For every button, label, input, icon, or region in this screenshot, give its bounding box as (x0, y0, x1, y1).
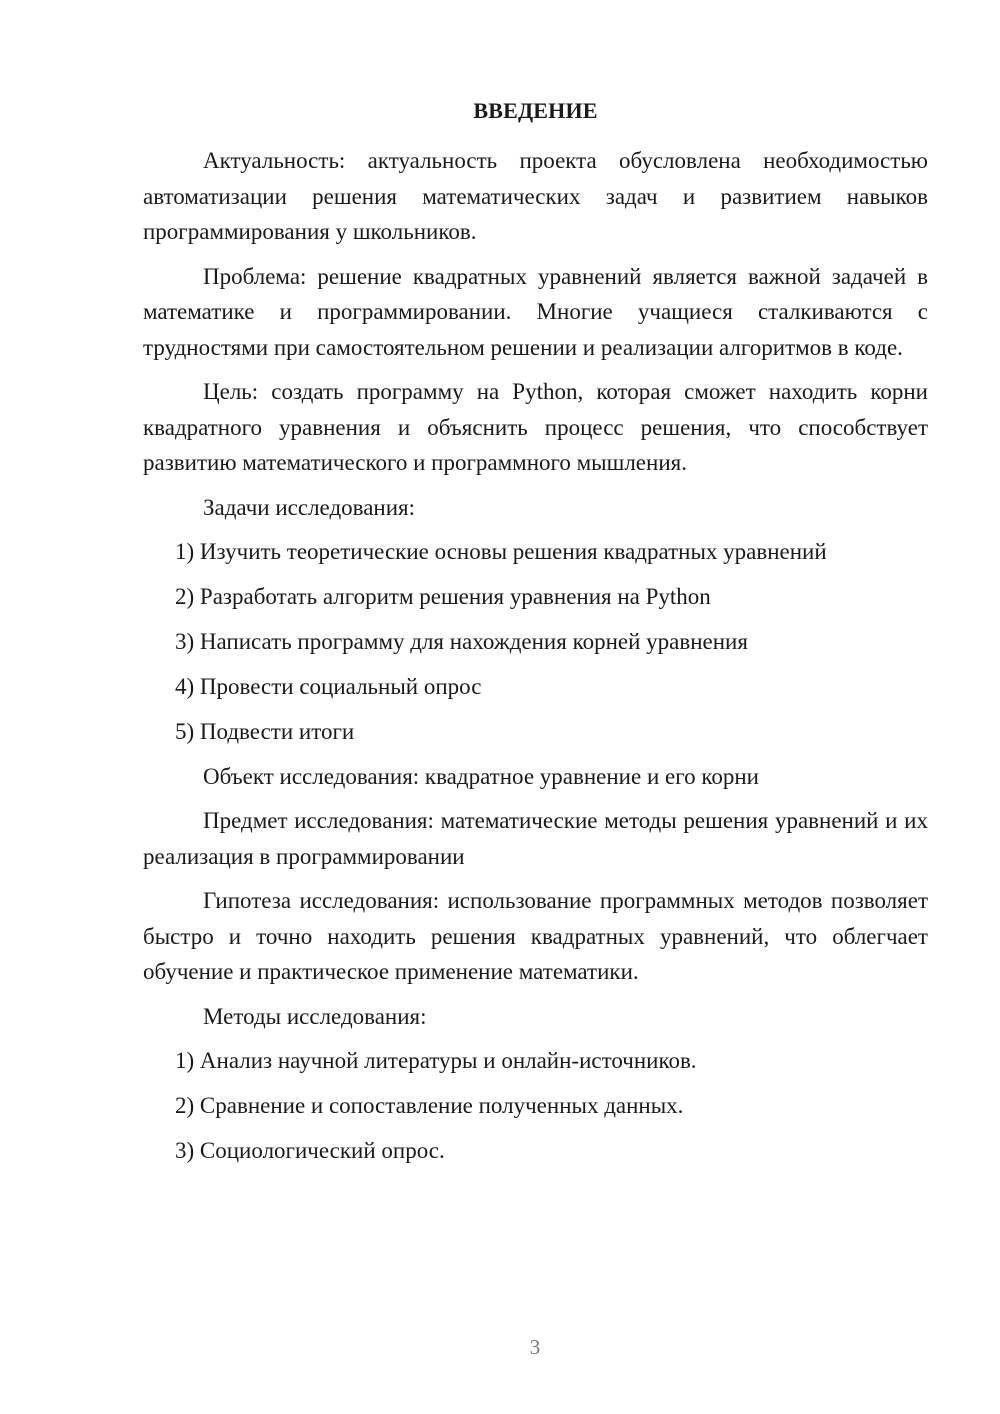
section-title: ВВЕДЕНИЕ (473, 98, 598, 123)
list-item-task-3: 3) Написать программу для нахождения корней уравнения (175, 629, 748, 654)
tasks-list (143, 534, 928, 750)
goal-paragraph: Цель: создать программу на Python, которая сможет находить корни квадратного уравнения и объяснить процесс решения, что способствует развитию математического и программного мышления. (143, 379, 928, 475)
tasks-heading: Задачи исследования: (203, 494, 416, 520)
list-item-task-1: 1) Изучить теоретические основы решения квадратных уравнений (175, 539, 827, 564)
list-item-method-3: 3) Социологический опрос. (175, 1138, 445, 1163)
page-number: 3 (529, 1335, 541, 1359)
list-item-task-4: 4) Провести социальный опрос (175, 674, 482, 699)
methods-list (143, 1043, 928, 1169)
list-item-task-2: 2) Разработать алгоритм решения уравнения на Python (175, 584, 711, 609)
list-item-method-1: 1) Анализ научной литературы и онлайн-источников. (175, 1048, 697, 1073)
relevance-paragraph: Актуальность: актуальность проекта обусловлена необходимостью автоматизации решения математических задач и развитием навыков программирования у школьников. (143, 148, 928, 244)
methods-heading: Методы исследования: (203, 1003, 427, 1029)
hypothesis-paragraph: Гипотеза исследования: использование программных методов позволяет быстро и точно находить решения квадратных уравнений, что облегчает обучение и практическое применение математики. (143, 888, 928, 984)
problem-paragraph: Проблема: решение квадратных уравнений является важной задачей в математике и программировании. Многие учащиеся сталкиваются с трудностями при самостоятельном решении и реализации алгоритмов в коде. (143, 263, 928, 360)
object-paragraph: Объект исследования: квадратное уравнение и его корни (203, 763, 759, 789)
list-item-method-2: 2) Сравнение и сопоставление полученных данных. (175, 1093, 684, 1118)
page-content (143, 96, 928, 1178)
list-item-task-5: 5) Подвести итоги (175, 719, 355, 744)
subject-paragraph: Предмет исследования: математические методы решения уравнений и их реализация в программировании (143, 808, 928, 869)
